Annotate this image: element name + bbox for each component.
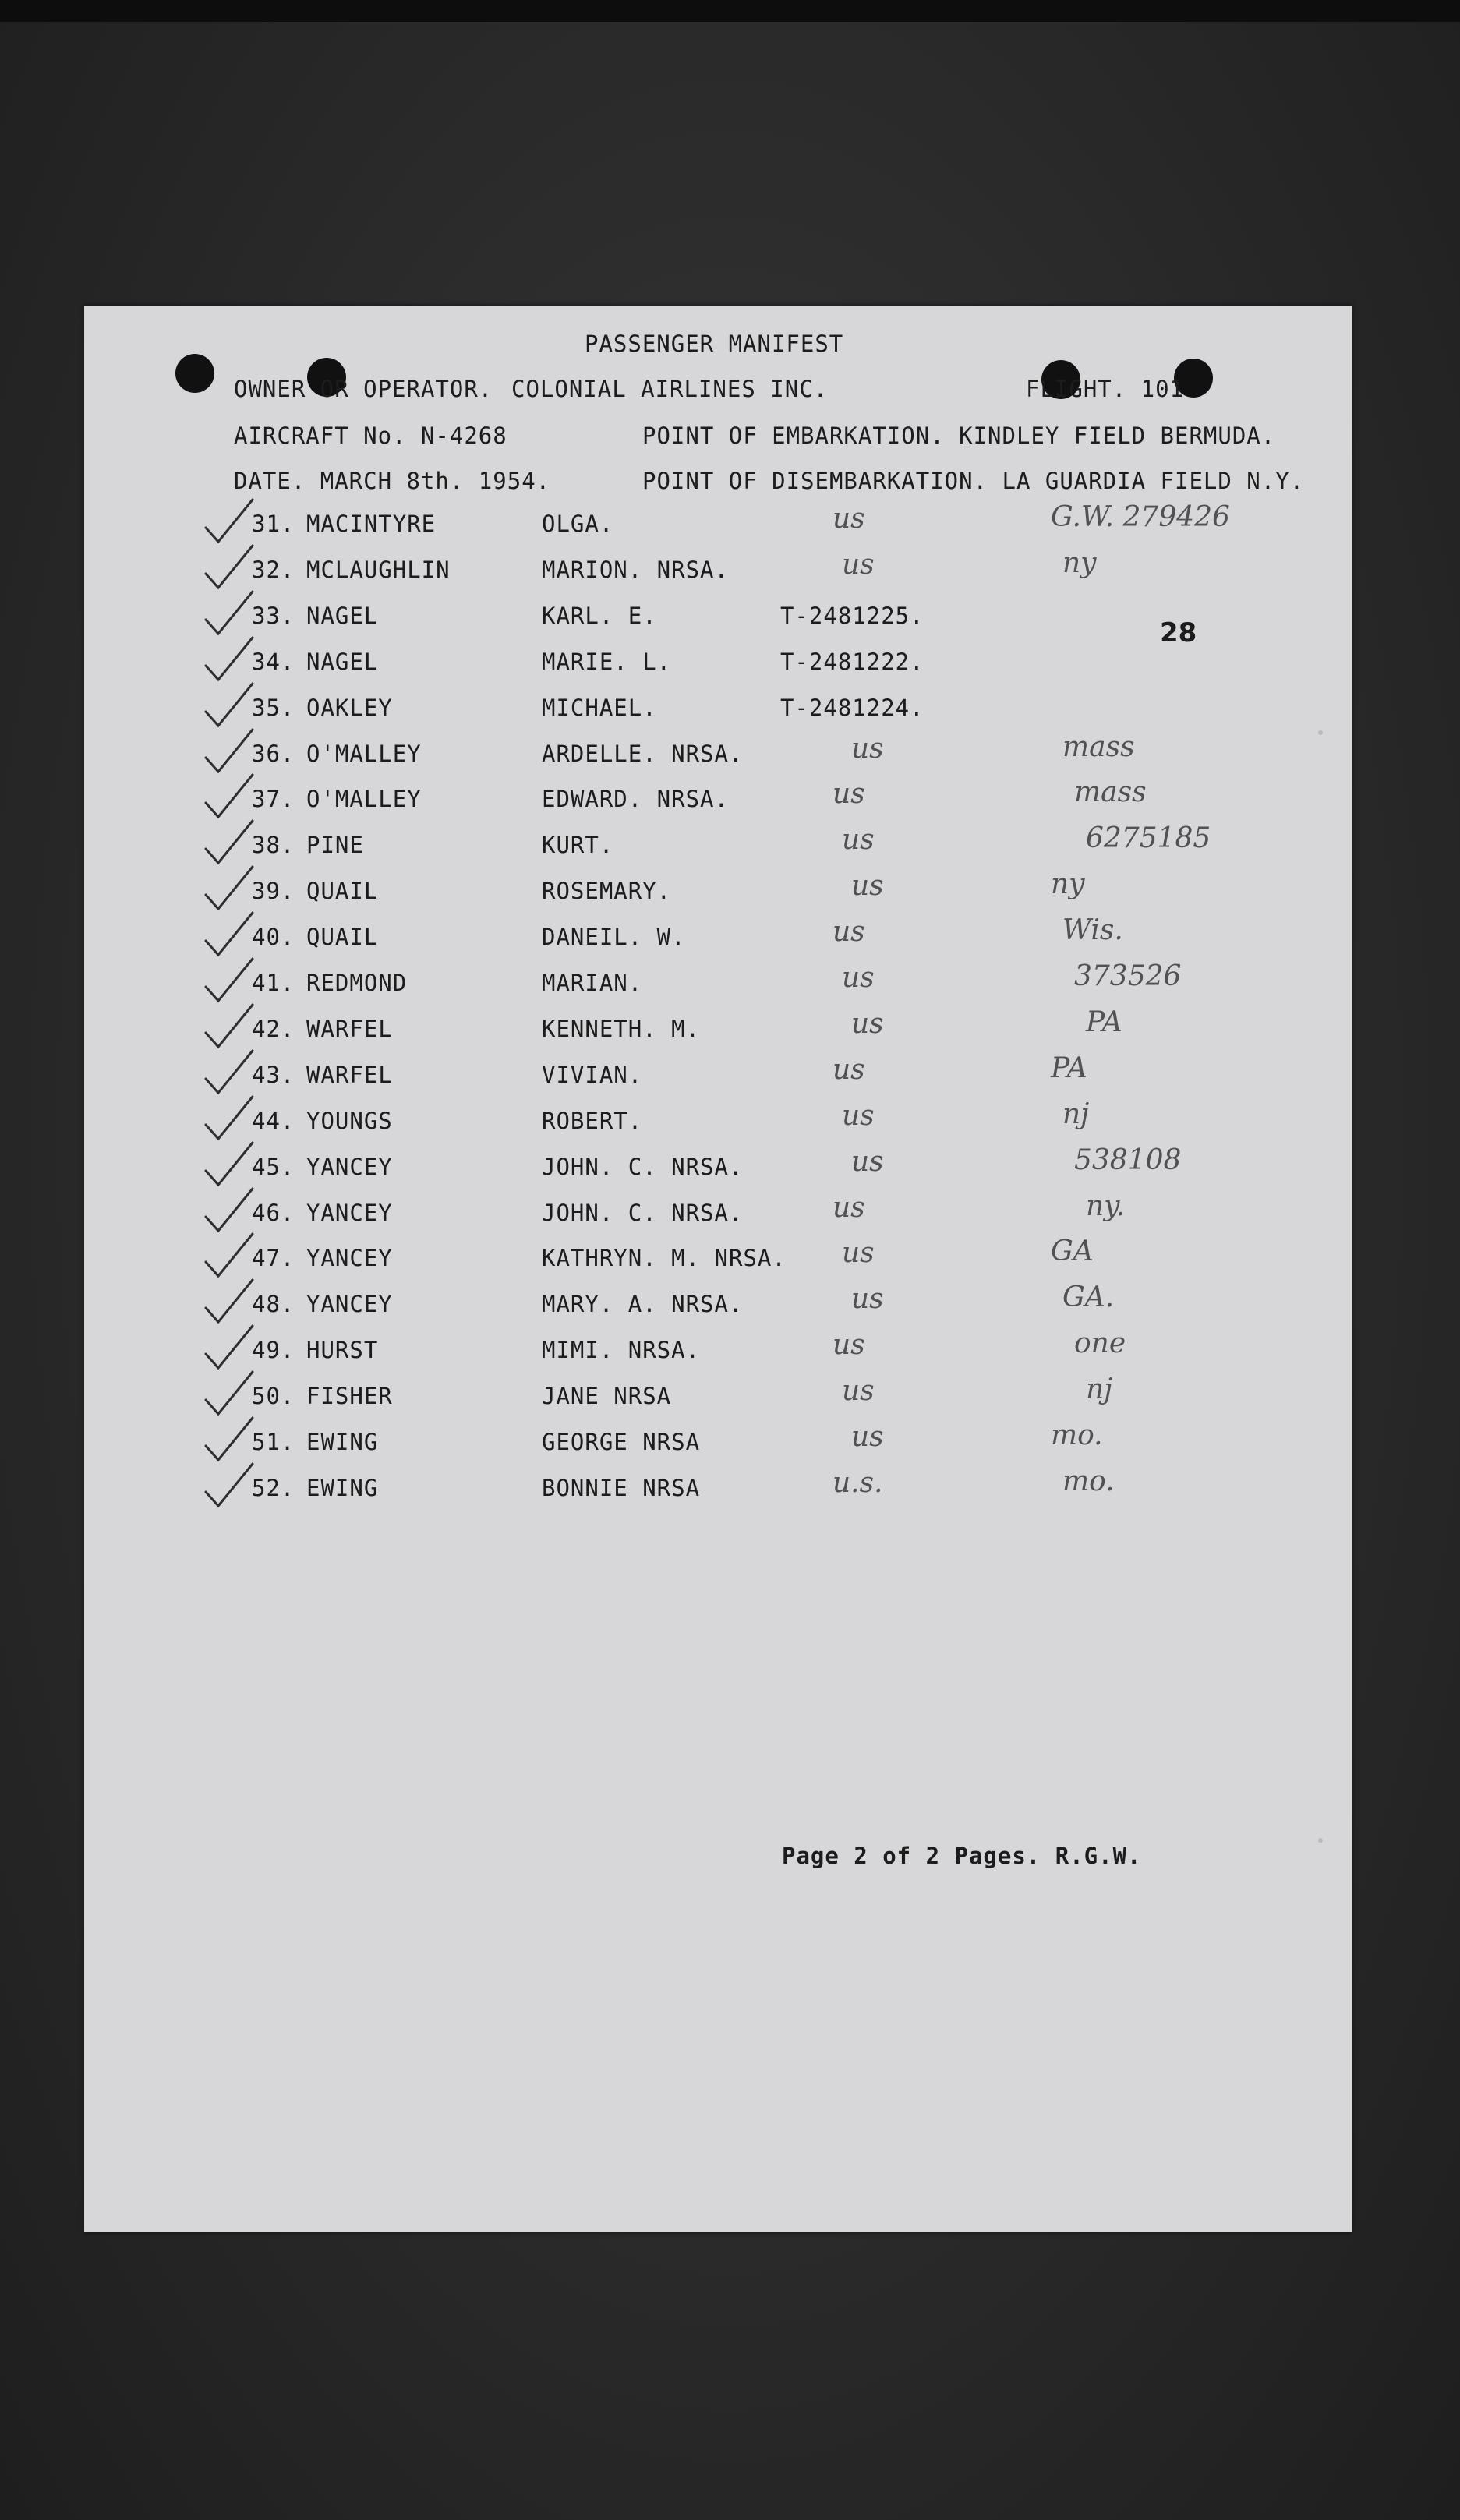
passenger-nationality: us: [842, 1100, 875, 1132]
passenger-surname: WARFEL: [306, 1062, 393, 1088]
passenger-row: [84, 1190, 1352, 1245]
embarkation-point: POINT OF EMBARKATION. KINDLEY FIELD BERMUDA.: [642, 422, 1276, 449]
passenger-surname: O'MALLEY: [306, 740, 422, 767]
passenger-given-name: MARIAN.: [542, 970, 643, 996]
passenger-number: 50.: [252, 1383, 295, 1409]
manifest-page: [84, 306, 1352, 2232]
passenger-row: [84, 547, 1352, 602]
passenger-surname: YOUNGS: [306, 1108, 393, 1134]
passenger-surname: HURST: [306, 1337, 379, 1363]
passenger-given-name: VIVIAN.: [542, 1062, 643, 1088]
passenger-given-name: EDWARD. NRSA.: [542, 786, 729, 812]
passenger-number: 33.: [252, 603, 295, 629]
passenger-given-name: KATHRYN. M. NRSA.: [542, 1245, 787, 1271]
passenger-residence: PA: [1086, 1006, 1122, 1038]
passenger-surname: OAKLEY: [306, 695, 393, 721]
passenger-residence: one: [1074, 1327, 1126, 1359]
passenger-given-name: DANEIL. W.: [542, 924, 686, 950]
passenger-surname: NAGEL: [306, 649, 379, 675]
passenger-number: 49.: [252, 1337, 295, 1363]
passenger-number: 52.: [252, 1475, 295, 1501]
speck: [1318, 730, 1323, 735]
passenger-given-name: JOHN. C. NRSA.: [542, 1154, 744, 1180]
passenger-given-name: MARIE. L.: [542, 649, 672, 675]
passenger-given-name: MICHAEL.: [542, 695, 657, 721]
passenger-given-name: MARY. A. NRSA.: [542, 1291, 744, 1317]
passenger-nationality: us: [842, 549, 875, 581]
passenger-number: 47.: [252, 1245, 295, 1271]
passenger-row: [84, 1327, 1352, 1382]
film-top-band: [0, 0, 1460, 22]
passenger-nationality: us: [851, 1008, 884, 1040]
passenger-given-name: MIMI. NRSA.: [542, 1337, 701, 1363]
passenger-number: 46.: [252, 1200, 295, 1226]
passenger-nationality: us: [851, 733, 884, 765]
passenger-row: [84, 1006, 1352, 1061]
passenger-residence: PA: [1051, 1052, 1087, 1084]
passenger-surname: REDMOND: [306, 970, 408, 996]
passenger-nationality: us: [851, 870, 884, 902]
passenger-number: 42.: [252, 1016, 295, 1042]
passenger-given-name: KARL. E.: [542, 603, 657, 629]
passenger-row: [84, 1144, 1352, 1199]
passenger-number: 48.: [252, 1291, 295, 1317]
passenger-surname: WARFEL: [306, 1016, 393, 1042]
passenger-row: [84, 1373, 1352, 1428]
passenger-residence: G.W. 279426: [1051, 501, 1230, 533]
passenger-given-name: ARDELLE. NRSA.: [542, 740, 744, 767]
passenger-nationality: us: [833, 1329, 865, 1361]
passenger-surname: MACINTYRE: [306, 511, 437, 537]
passenger-row: [84, 1465, 1352, 1520]
passenger-surname: EWING: [306, 1475, 379, 1501]
passenger-given-name: JANE NRSA: [542, 1383, 672, 1409]
passenger-row: [84, 695, 1352, 740]
passenger-nationality: us: [851, 1283, 884, 1315]
passenger-row: [84, 501, 1352, 556]
passenger-nationality: us: [842, 1237, 875, 1269]
passenger-given-name: KURT.: [542, 832, 614, 858]
passenger-number: 44.: [252, 1108, 295, 1134]
passenger-nationality: us: [833, 916, 865, 948]
passenger-surname: NAGEL: [306, 603, 379, 629]
passenger-residence: mo.: [1051, 1419, 1103, 1451]
passenger-residence: 373526: [1074, 960, 1182, 992]
passenger-number: 51.: [252, 1429, 295, 1455]
punch-hole: [175, 354, 214, 393]
passenger-nationality: us: [833, 1054, 865, 1086]
passenger-row: [84, 603, 1352, 648]
disembarkation-point: POINT OF DISEMBARKATION. LA GUARDIA FIELD N.Y.: [642, 468, 1305, 494]
passenger-nationality: us: [851, 1421, 884, 1453]
passenger-residence: 6275185: [1086, 822, 1211, 854]
passenger-nationality: us: [842, 1375, 875, 1407]
passenger-ticket: T-2481224.: [780, 695, 924, 721]
passenger-row: [84, 1235, 1352, 1290]
passenger-number: 38.: [252, 832, 295, 858]
passenger-surname: QUAIL: [306, 924, 379, 950]
passenger-given-name: KENNETH. M.: [542, 1016, 701, 1042]
passenger-row: [84, 822, 1352, 877]
page-stamp-number: 28: [1160, 617, 1197, 649]
passenger-ticket: T-2481225.: [780, 603, 924, 629]
passenger-residence: mass: [1062, 731, 1135, 763]
passenger-row: [84, 1419, 1352, 1474]
aircraft-number: AIRCRAFT No. N-4268: [234, 422, 507, 449]
passenger-nationality: us: [833, 1192, 865, 1224]
passenger-residence: GA.: [1062, 1281, 1115, 1313]
passenger-number: 34.: [252, 649, 295, 675]
speck: [1318, 1838, 1323, 1843]
passenger-residence: ny.: [1086, 1190, 1126, 1222]
passenger-residence: ny: [1051, 868, 1085, 900]
passenger-given-name: BONNIE NRSA: [542, 1475, 701, 1501]
passenger-surname: PINE: [306, 832, 364, 858]
passenger-number: 35.: [252, 695, 295, 721]
passenger-nationality: us: [833, 778, 865, 810]
passenger-row: [84, 868, 1352, 923]
passenger-residence: mass: [1074, 776, 1147, 808]
passenger-given-name: JOHN. C. NRSA.: [542, 1200, 744, 1226]
passenger-nationality: us: [851, 1146, 884, 1178]
passenger-surname: YANCEY: [306, 1291, 393, 1317]
passenger-ticket: T-2481222.: [780, 649, 924, 675]
passenger-surname: EWING: [306, 1429, 379, 1455]
passenger-row: [84, 1052, 1352, 1107]
passenger-surname: YANCEY: [306, 1200, 393, 1226]
passenger-given-name: OLGA.: [542, 511, 614, 537]
owner-label: OWNER OR OPERATOR.: [234, 376, 493, 402]
passenger-surname: O'MALLEY: [306, 786, 422, 812]
passenger-number: 36.: [252, 740, 295, 767]
passenger-residence: mo.: [1062, 1465, 1115, 1497]
passenger-residence: 538108: [1074, 1144, 1182, 1176]
passenger-residence: nj: [1086, 1373, 1113, 1405]
passenger-residence: nj: [1062, 1098, 1090, 1130]
passenger-surname: YANCEY: [306, 1245, 393, 1271]
passenger-residence: Wis.: [1062, 914, 1123, 946]
passenger-number: 41.: [252, 970, 295, 996]
passenger-given-name: GEORGE NRSA: [542, 1429, 701, 1455]
passenger-number: 37.: [252, 786, 295, 812]
passenger-nationality: u.s.: [833, 1467, 883, 1499]
passenger-residence: ny: [1062, 547, 1097, 579]
document-title: PASSENGER MANIFEST: [585, 330, 844, 357]
page-footer: Page 2 of 2 Pages. R.G.W.: [782, 1843, 1142, 1869]
passenger-number: 40.: [252, 924, 295, 950]
passenger-number: 45.: [252, 1154, 295, 1180]
passenger-row: [84, 731, 1352, 786]
passenger-surname: FISHER: [306, 1383, 393, 1409]
flight-number: FLIGHT. 101: [1026, 376, 1185, 402]
passenger-given-name: ROSEMARY.: [542, 878, 672, 904]
passenger-surname: YANCEY: [306, 1154, 393, 1180]
checkmark-icon: [203, 1461, 257, 1515]
passenger-row: [84, 649, 1352, 694]
passenger-nationality: us: [842, 962, 875, 994]
passenger-number: 32.: [252, 557, 295, 583]
passenger-number: 43.: [252, 1062, 295, 1088]
passenger-nationality: us: [842, 824, 875, 856]
passenger-row: [84, 960, 1352, 1015]
passenger-number: 39.: [252, 878, 295, 904]
passenger-surname: MCLAUGHLIN: [306, 557, 451, 583]
passenger-residence: GA: [1051, 1235, 1094, 1267]
passenger-number: 31.: [252, 511, 295, 537]
passenger-surname: QUAIL: [306, 878, 379, 904]
passenger-given-name: ROBERT.: [542, 1108, 643, 1134]
manifest-date: DATE. MARCH 8th. 1954.: [234, 468, 551, 494]
owner-value: COLONIAL AIRLINES INC.: [511, 376, 829, 402]
passenger-given-name: MARION. NRSA.: [542, 557, 729, 583]
passenger-row: [84, 1281, 1352, 1336]
passenger-nationality: us: [833, 503, 865, 535]
